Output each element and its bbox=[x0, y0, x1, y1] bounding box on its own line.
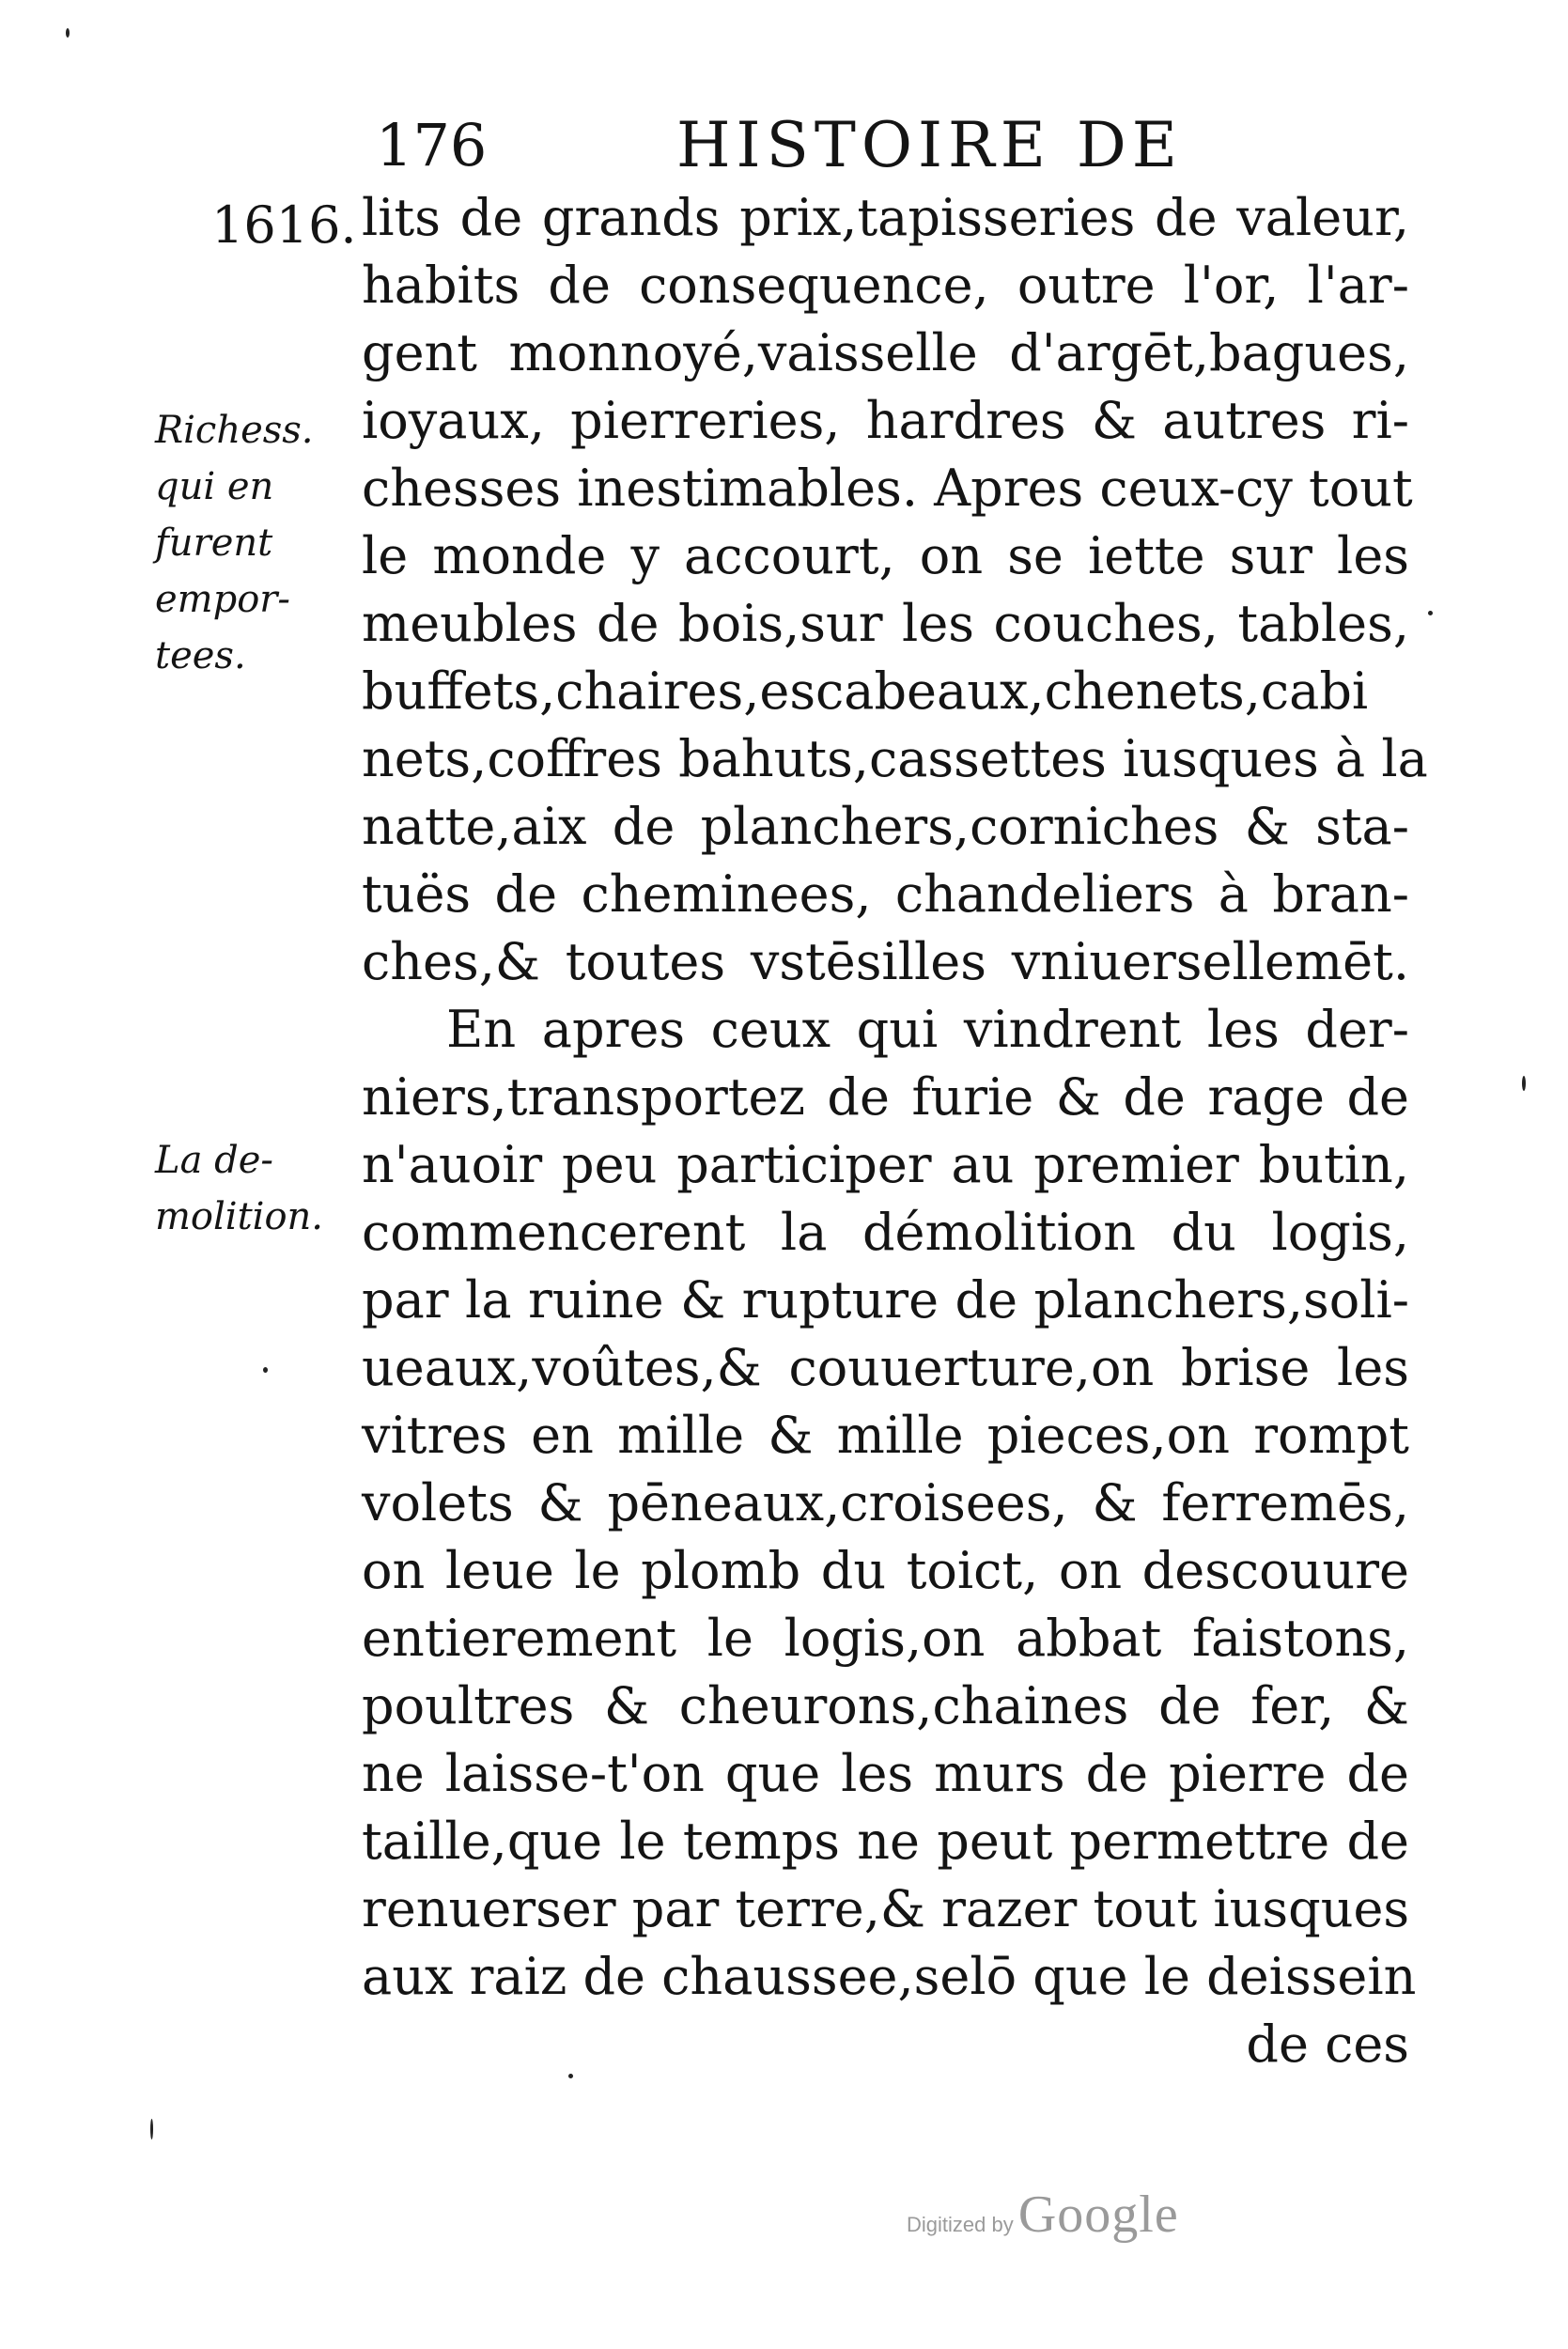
text-line: aux raiz de chaussee,selō que le deissein bbox=[362, 1947, 1417, 2006]
digitized-by-label: Digitized by bbox=[907, 2213, 1014, 2236]
text-line: ueaux,voûtes,& couuerture,on brise les bbox=[362, 1338, 1409, 1397]
text-line: on leue le plomb du toict, on descouure bbox=[362, 1541, 1409, 1600]
paragraph-start-line: En apres ceux qui vindrent les der- bbox=[446, 1000, 1409, 1059]
marginal-line: Richess. bbox=[155, 409, 314, 452]
speck-mark bbox=[1428, 611, 1433, 615]
text-line: commencerent la démolition du logis, bbox=[362, 1203, 1409, 1262]
text-line: buffets,chaires,escabeaux,chenets,cabi bbox=[362, 661, 1369, 721]
text-line: gent monnoyé,vaisselle d'argēt,bagues, bbox=[362, 323, 1409, 382]
body-text bbox=[362, 184, 1428, 2078]
text-line: entierement le logis,on abbat faistons, bbox=[362, 1609, 1409, 1668]
text-line: ne laisse-t'on que les murs de pierre de bbox=[362, 1744, 1409, 1803]
page-number: 176 bbox=[376, 111, 488, 179]
text-line: volets & pēneaux,croisees, & ferremēs, bbox=[362, 1473, 1409, 1532]
marginal-line: qui en bbox=[155, 465, 274, 508]
speck-mark bbox=[263, 1367, 268, 1373]
marginal-note-demolition bbox=[155, 1132, 352, 1245]
text-line: chesses inestimables. Apres ceux-cy tout bbox=[362, 459, 1413, 518]
text-line: ioyaux, pierreries, hardres & autres ri- bbox=[362, 391, 1409, 450]
text-line: tuës de cheminees, chandeliers à bran- bbox=[362, 864, 1409, 924]
marginal-line: empor- bbox=[155, 578, 290, 621]
text-line: habits de consequence, outre l'or, l'ar- bbox=[362, 256, 1409, 315]
marginal-line: molition. bbox=[155, 1195, 324, 1238]
text-line: n'auoir peu participer au premier butin, bbox=[362, 1135, 1409, 1194]
text-line: renuerser par terre,& razer tout iusques bbox=[362, 1879, 1410, 1938]
google-logo-text: Google bbox=[1017, 2186, 1179, 2244]
running-head-title: HISTOIRE DE bbox=[676, 109, 1183, 181]
year-margin: 1616. bbox=[211, 195, 357, 255]
text-line: niers,transportez de furie & de rage de bbox=[362, 1067, 1409, 1127]
text-line: natte,aix de planchers,corniches & sta- bbox=[362, 797, 1409, 856]
speck-mark bbox=[1522, 1076, 1526, 1091]
speck-mark bbox=[568, 2074, 573, 2078]
text-line: lits de grands prix,tapisseries de valeur, bbox=[362, 188, 1409, 247]
marginal-line: tees. bbox=[155, 634, 246, 677]
speck-mark bbox=[150, 2119, 153, 2139]
speck-mark bbox=[66, 28, 70, 38]
marginal-line: La de- bbox=[155, 1139, 273, 1182]
text-line: le monde y accourt, on se iette sur les bbox=[362, 526, 1409, 585]
running-header bbox=[376, 103, 1315, 188]
marginal-note-riches bbox=[155, 402, 352, 684]
catchword: de ces bbox=[1246, 2015, 1409, 2074]
text-line: vitres en mille & mille pieces,on rompt bbox=[362, 1406, 1409, 1465]
text-line: ches,& toutes vstēsilles vniuersellemēt. bbox=[362, 932, 1409, 991]
text-line: nets,coffres bahuts,cassettes iusques à la bbox=[362, 729, 1428, 788]
google-watermark bbox=[907, 2185, 1179, 2245]
text-line: poultres & cheurons,chaines de fer, & bbox=[362, 1676, 1409, 1735]
text-line: meubles de bois,sur les couches, tables, bbox=[362, 594, 1409, 653]
text-line: taille,que le temps ne peut permettre de bbox=[362, 1812, 1409, 1871]
marginal-line: furent bbox=[155, 521, 273, 565]
text-line: par la ruine & rupture de planchers,soli- bbox=[362, 1270, 1409, 1330]
